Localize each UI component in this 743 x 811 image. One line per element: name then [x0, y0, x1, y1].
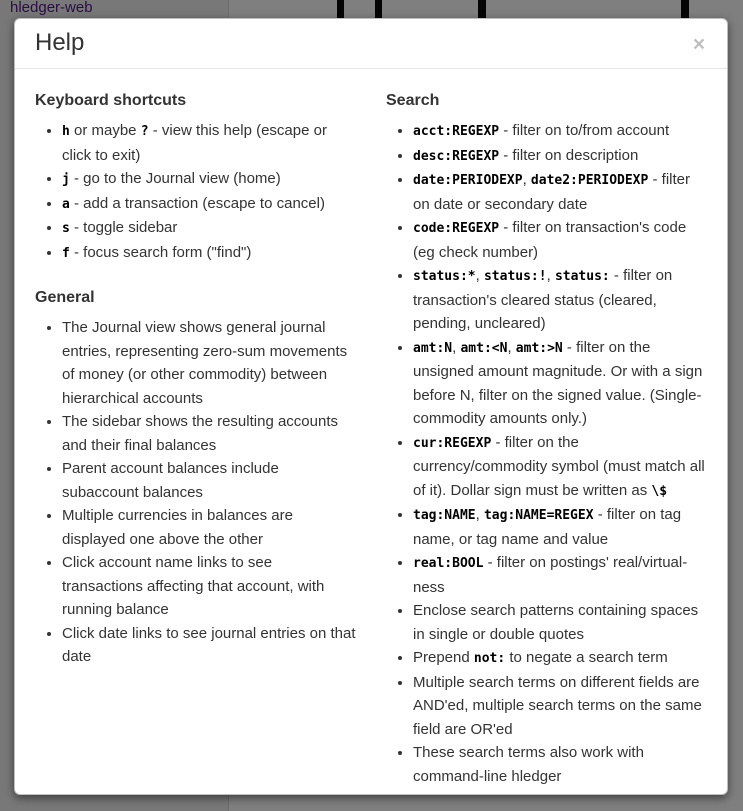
general-list — [35, 316, 356, 669]
list-item: • code:REGEXP - filter on transaction's code (eg check number) — [413, 216, 707, 264]
list-item: • The Journal view shows general journal entries, representing zero-sum movements of money (or other commodity) between hierarchical accounts — [62, 316, 356, 410]
list-item: • Parent account balances include subaccount balances — [62, 457, 356, 504]
list-item: • status:*, status:!, status: - filter on transaction's cleared status (cleared, pending, uncleared) — [413, 264, 707, 336]
keyboard-shortcuts-list — [35, 119, 356, 265]
list-item: • Click date links to see journal entries on that date — [62, 622, 356, 669]
help-right-column — [372, 91, 709, 788]
list-item: • Multiple search terms on different fields are AND'ed, multiple search terms on the same field are OR'ed — [413, 671, 707, 742]
list-item: • f - focus search form ("find") — [62, 241, 356, 266]
section-heading-search: Search — [386, 92, 440, 109]
close-icon[interactable]: × — [689, 35, 709, 55]
list-item: • tag:NAME, tag:NAME=REGEX - filter on tag name, or tag name and value — [413, 503, 707, 551]
list-item: • j - go to the Journal view (home) — [62, 167, 356, 192]
list-item: • These search terms also work with command-line hledger — [413, 741, 707, 788]
section-heading-keyboard-shortcuts: Keyboard shortcuts — [35, 92, 187, 109]
modal-header — [15, 19, 727, 69]
list-item: • a - add a transaction (escape to cancel) — [62, 192, 356, 217]
list-item: • h or maybe ? - view this help (escape or click to exit) — [62, 119, 356, 167]
list-item: • The sidebar shows the resulting accounts and their final balances — [62, 410, 356, 457]
list-item: • real:BOOL - filter on postings' real/virtual-ness — [413, 551, 707, 599]
list-item: • s - toggle sidebar — [62, 216, 356, 241]
list-item: • amt:N, amt:<N, amt:>N - filter on the unsigned amount magnitude. Or with a sign before N, filter on the signed value. (Single-commodity amounts only.) — [413, 336, 707, 431]
list-item: • cur:REGEXP - filter on the currency/commodity symbol (must match all of it). Dollar sign must be written as \$ — [413, 431, 707, 504]
list-item: • Prepend not: to negate a search term — [413, 646, 707, 671]
list-item: • acct:REGEXP - filter on to/from account — [413, 119, 707, 144]
modal-body — [15, 69, 727, 788]
list-item: • Multiple currencies in balances are displayed one above the other — [62, 504, 356, 551]
list-item: • desc:REGEXP - filter on description — [413, 144, 707, 169]
list-item: • date:PERIODEXP, date2:PERIODEXP - filter on date or secondary date — [413, 168, 707, 216]
modal-title: Help — [35, 29, 85, 56]
list-item: • Click account name links to see transactions affecting that account, with running balance — [62, 551, 356, 622]
help-modal — [14, 18, 728, 795]
list-item: • Enclose search patterns containing spaces in single or double quotes — [413, 599, 707, 646]
section-heading-general: General — [35, 289, 95, 306]
search-terms-list — [386, 119, 707, 788]
help-left-column — [35, 91, 372, 788]
